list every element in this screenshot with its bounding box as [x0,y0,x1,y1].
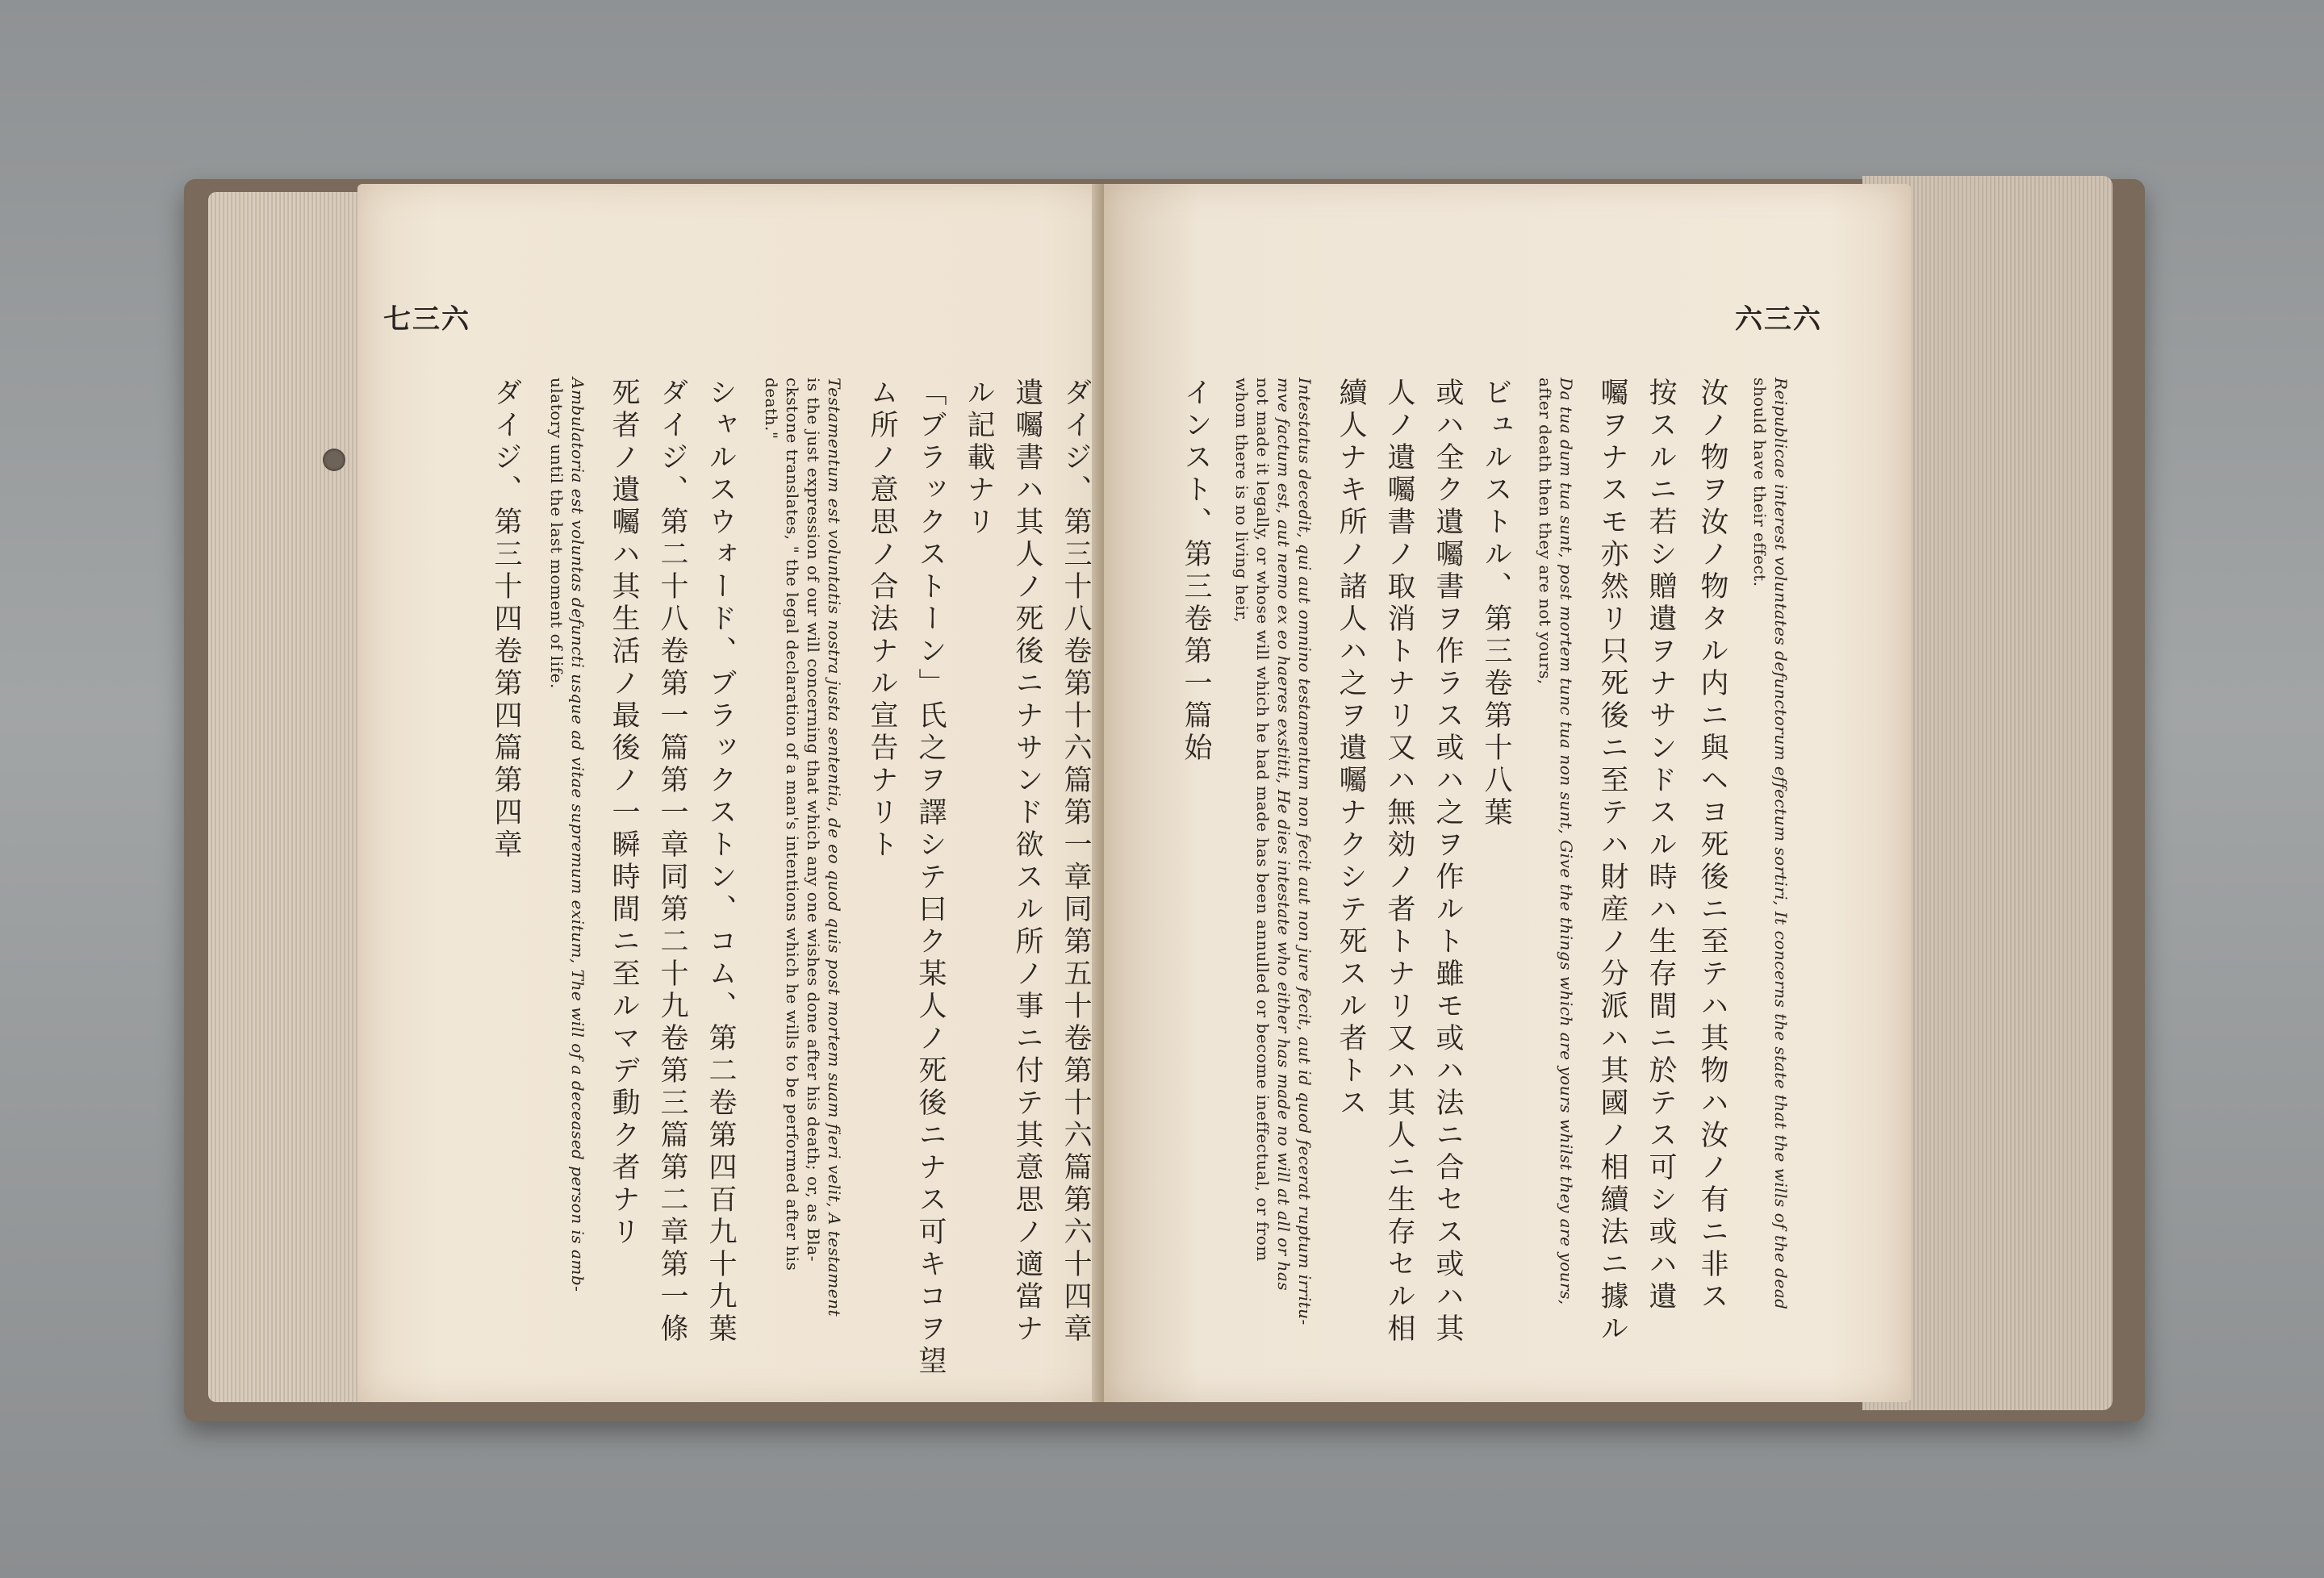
english-line: ulatory until the last moment of life. [547,378,566,689]
text-column: ダイジ、第三十八卷第十六篇第一章同第五十卷第十六篇第六十四章 [1060,378,1092,1346]
english-line: after death then they are not yours, [1536,378,1555,685]
latin-english-line [826,378,843,1317]
english-line: should have their effect. [1750,378,1770,587]
latin-english-line [1557,378,1575,1305]
text-line: Reipublicae interest voluntates defunctorum effectum sortiri, It concerns the state that the wills of the dead [1771,378,1791,1310]
latin-english-line [1296,378,1314,1325]
text-column: ル記載ナリ [963,378,995,539]
text-line: Da tua dum tua sunt, post mortem tunc tua non sunt, Give the things which are yours whilst they are yours, [1557,378,1576,1305]
english-line: whom there is no living heir, [1232,378,1252,624]
text-column: 囑ヲナスモ亦然リ只死後ニ至テハ財産ノ分派ハ其國ノ相續法ニ據ル [1596,378,1628,1346]
page-number-left: 七三六 [383,303,470,336]
citation-column: ダイジ、第二十八卷第一篇第一章同第二十九卷第三篇第二章第一條 [656,378,688,1346]
text-line: Intestatus decedit, qui aut omnino testamentum non fecit aut non jure fecit, aut id quod fecerat ruptum irritu- [1295,378,1315,1325]
text-column: 「ブラックストーン」氏之ヲ譯シテ曰ク某人ノ死後ニナス可キコヲ望 [914,378,947,1378]
binding-hole [323,449,345,471]
text-column: ム所ノ意思ノ合法ナル宣告ナリト [866,378,898,862]
citation-column: ビュルストル、第三卷第十八葉 [1480,378,1512,829]
text-column: 死者ノ遺囑ハ其生活ノ最後ノ一瞬時間ニ至ルマデ動ク者ナリ [608,378,640,1249]
text-line: Testamentum est voluntatis nostra justa sententia, de eo quod quis post mortem suam fieri velit, A testament [825,378,844,1317]
text-column: 人ノ遺囑書ノ取消トナリ又ハ無効ノ者トナリ又ハ其人ニ生存セル相 [1383,378,1415,1346]
open-book [184,168,2145,1426]
text-column: 按スルニ若シ贈遺ヲナサンドスル時ハ生存間ニ於テス可シ或ハ遺 [1645,378,1677,1313]
citation-column: インスト、第三卷第一篇始 [1180,378,1212,765]
english-line: not made it legally, or whose will which he had made has been annulled or become ineffectual, or from [1253,378,1273,1262]
text-column: 遺囑書ハ其人ノ死後ニナサンド欲スル所ノ事ニ付テ其意思ノ適當ナ [1011,378,1043,1346]
text-column: 續人ナキ所ノ諸人ハ之ヲ遺囑ナクシテ死スル者トス [1335,378,1367,1120]
latin-english-line [1275,378,1293,1291]
latin-english-line [569,378,587,1292]
text-line: Ambulatoria est voluntas defuncti usque ad vitae supremum exitum, The will of a deceased person is amb- [568,378,587,1292]
text-column: 汝ノ物ヲ汝ノ物タル内ニ與ヘヨ死後ニ至テハ其物ハ汝ノ有ニ非ス [1696,378,1728,1313]
latin-english-line [1772,378,1790,1309]
english-line: ckstone translates, " the legal declaration of a man's intentions which he wills to be performed after his [783,378,802,1271]
citation-column: ダイジ、第三十四卷第四篇第四章 [490,378,522,862]
page-number-right: 六三六 [1735,303,1822,336]
text-column: 或ハ全ク遺囑書ヲ作ラス或ハ之ヲ作ルト雖モ或ハ法ニ合セス或ハ其 [1432,378,1464,1346]
citation-column: シャルスウォード、ブラックストン、コム、第二卷第四百九十九葉 [704,378,737,1346]
left-page [357,184,1164,1402]
english-line: is the just expression of our will concerning that which any one wishes done after his death; or, as Bla- [804,378,823,1262]
right-page [1104,184,1911,1402]
text-line: mve factum est, aut nemo ex eo haeres exstitit, He dies intestate who either has made no will at all or has [1274,378,1294,1292]
english-line: death." [762,378,781,440]
